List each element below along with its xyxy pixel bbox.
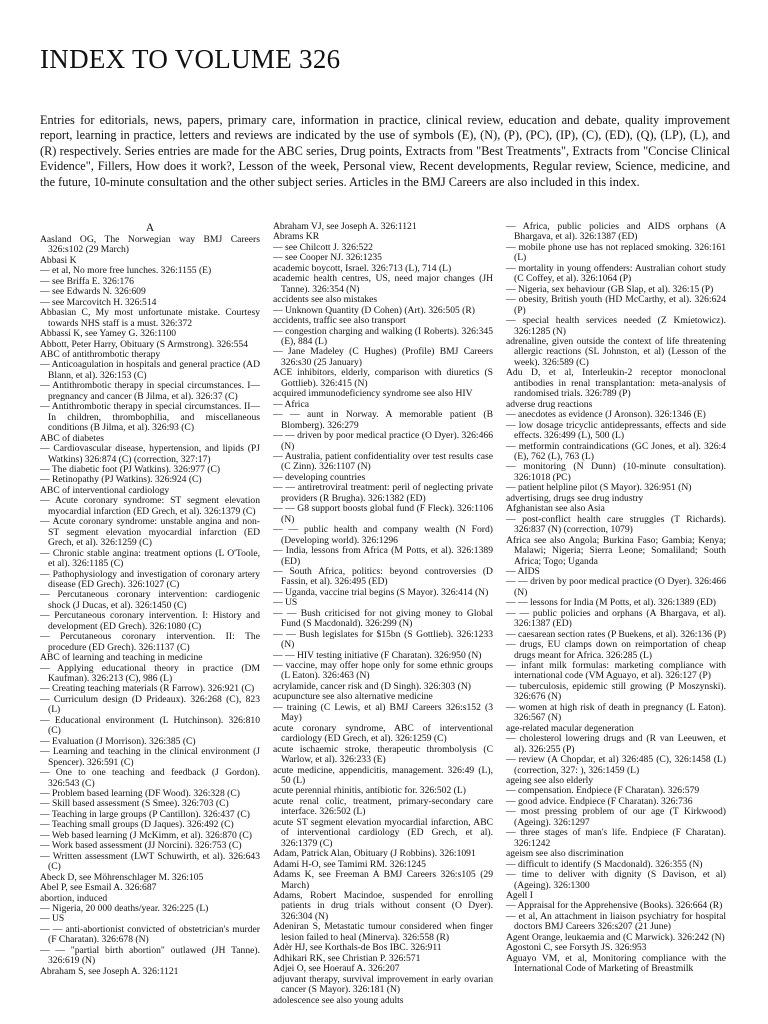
index-entry: — Percutaneous coronary intervention: cardiogenic shock (J Ducas, et al). 326:1450 (C) xyxy=(40,589,260,611)
index-entry: Abbasi K xyxy=(40,254,77,266)
index-entry: Adèr HJ, see Korthals-de Bos IBC. 326:911 xyxy=(273,942,442,954)
index-entry: Aasland OG, The Norwegian way BMJ Careers 326:s102 (29 March) xyxy=(40,234,260,256)
index-entry: Adjei O, see Hoerauf A. 326:207 xyxy=(273,963,400,975)
index-entry: abortion, induced xyxy=(40,892,108,904)
index-entry: — compensation. Endpiece (F Charatan). 326:579 xyxy=(506,785,700,797)
index-entry: — anecdotes as evidence (J Aronson). 326:1346 (E) xyxy=(506,409,706,421)
index-entry: Adu D, et al, Interleukin-2 receptor monoclonal antibodies in renal transplantation: meta-analysis of randomised trials. 326:789 (P) xyxy=(506,367,726,400)
index-entry: — Skill based assessment (S Smee). 326:703 (C) xyxy=(40,798,229,810)
index-entry: advertising, drugs see drug industry xyxy=(506,492,644,504)
index-entry: — One to one teaching and feedback (J Gordon). 326:543 (C) xyxy=(40,767,260,789)
index-entry: acute perennial rhinitis, antibiotic for. 326:502 (L) xyxy=(273,785,466,797)
index-entry: — Acute coronary syndrome: unstable angina and non-ST segment elevation myocardial infarction (ED Grech, et al). 326:1259 (C) xyxy=(40,516,260,549)
index-entry: — India, lessons from Africa (M Potts, et al). 326:1389 (ED) xyxy=(273,545,493,567)
index-entry: Adams, Robert Macindoe, suspended for enrolling patients in drug trials without consent (O Dyer). 326:304 (N) xyxy=(273,890,493,922)
index-entry: — Uganda, vaccine trial begins (S Mayor). 326:414 (N) xyxy=(273,586,489,598)
index-entry: Abbott, Peter Harry, Obituary (S Armstrong). 326:554 xyxy=(40,338,249,350)
intro-paragraph: Entries for editorials, news, papers, primary care, information in practice, clinical review, education and debate, quality improvement report, learning in practice, letters and reviews are indicated by the use of symbols (E), (N), (P), (PC), (IP), (C), (ED), (Q), (LP), (L), and (R) respectively. Series entries are made for the ABC series, Drug points, Extracts from "Best Treatments", Extracts from "Concise Clinical Evidence", Fillers, How does it work?, Lesson of the week, Personal view, Recent developments, Regular review, Science, medicine, and the future, 10-minute consultation and the other subject series. Articles in the BMJ Careers are also included in this index. xyxy=(40,113,730,189)
index-entry: Abrams KR xyxy=(273,231,320,243)
index-entry: Africa see also Angola; Burkina Faso; Gambia; Kenya; Malawi; Nigeria; Sierra Leone; Somaliland; South Africa; Togo; Uganda xyxy=(506,534,726,567)
index-columns xyxy=(40,222,730,1022)
index-entry: — vaccine, may offer hope only for some ethnic groups (L Eaton). 326:463 (N) xyxy=(273,660,493,682)
index-entry: — Creating teaching materials (R Farrow). 326:921 (C) xyxy=(40,683,255,695)
index-entry: acquired immunodeficiency syndrome see also HIV xyxy=(273,388,473,400)
index-entry: — Educational environment (L Hutchinson). 326:810 (C) xyxy=(40,714,260,737)
index-entry: — see Edwards N. 326:609 xyxy=(40,286,146,298)
index-entry: — Work based assessment (JJ Norcini). 326:753 (C) xyxy=(40,840,242,852)
index-entry: — — aunt in Norway. A memorable patient (B Blomberg). 326:279 xyxy=(273,409,493,431)
index-entry: — The diabetic foot (PJ Watkins). 326:977 (C) xyxy=(40,463,221,475)
index-entry: — Curriculum design (D Prideaux). 326:268 (C), 823 (L) xyxy=(40,693,260,716)
index-entry: age-related macular degeneration xyxy=(506,722,634,734)
index-entry: — — driven by poor medical practice (O Dyer). 326:466 (N) xyxy=(506,576,726,598)
index-entry: Adhikari RK, see Christian P. 326:571 xyxy=(273,952,421,964)
index-entry: adolescence see also young adults xyxy=(273,994,404,1006)
index-entry: — Nigeria, sex behaviour (GB Slap, et al). 326:15 (P) xyxy=(506,283,714,295)
index-entry: ABC of learning and teaching in medicine xyxy=(40,652,203,664)
index-column-1 xyxy=(40,222,260,1022)
index-entry: — Chronic stable angina: treatment options (L O'Toole, et al). 326:1185 (C) xyxy=(40,547,260,570)
index-entry: — US xyxy=(40,913,65,925)
index-entry: — patient helpline pilot (S Mayor). 326:951 (N) xyxy=(506,482,692,494)
index-column-3 xyxy=(506,222,726,1022)
index-entry: ABC of antithrombotic therapy xyxy=(40,348,161,360)
index-entry: ABC of interventional cardiology xyxy=(40,484,170,496)
index-entry: — see Cooper NJ. 326:1235 xyxy=(273,252,382,264)
index-entry: academic boycott, Israel. 326:713 (L), 714 (L) xyxy=(273,262,452,274)
index-entry: — — lessons for India (M Potts, et al). 326:1389 (ED) xyxy=(506,597,716,609)
index-entry: — see Marcovitch H. 326:514 xyxy=(40,296,157,308)
index-entry: — Problem based learning (DF Wood). 326:328 (C) xyxy=(40,788,240,800)
index-entry: ACE inhibitors, elderly, comparison with diuretics (S Gottlieb). 326:415 (N) xyxy=(273,367,493,389)
index-entry: — obesity, British youth (HD McCarthy, et al). 326:624 (P) xyxy=(506,294,726,316)
index-entry: — see Chilcott J. 326:522 xyxy=(273,241,373,253)
index-entry: — et al, No more free lunches. 326:1155 (E) xyxy=(40,265,212,277)
index-entry: accidents see also mistakes xyxy=(273,294,378,306)
index-entry: — et al, An attachment in liaison psychiatry for hospital doctors BMJ Careers 326:s207 (21 June) xyxy=(506,910,726,933)
index-entry: Aguayo VM, et al, Monitoring compliance with the International Code of Marketing of Breastmilk xyxy=(506,952,726,975)
index-entry: Afghanistan see also Asia xyxy=(506,503,605,515)
index-entry: adjuvant therapy, survival improvement in early ovarian cancer (S Mayor). 326:181 (N) xyxy=(273,973,493,996)
index-entry: — Learning and teaching in the clinical environment (J Spencer). 326:591 (C) xyxy=(40,746,260,768)
index-entry: — — HIV testing initiative (F Charatan). 326:950 (N) xyxy=(273,649,482,661)
index-entry: — Percutaneous coronary intervention. I: History and development (ED Grech). 326:1080 (C) xyxy=(40,610,260,632)
index-entry: — Jane Madeley (C Hughes) (Profile) BMJ Careers 326:s30 (25 January) xyxy=(273,346,493,368)
index-entry: — Appraisal for the Apprehensive (Books). 326:664 (R) xyxy=(506,900,723,912)
index-entry: Abbasian C, My most unfortunate mistake. Courtesy towards NHS staff is a must. 326:372 xyxy=(40,307,260,329)
index-entry: — AIDS xyxy=(506,565,540,577)
index-entry: — Acute coronary syndrome: ST segment elevation myocardial infarction (ED Grech, et al). 326:1379 (C) xyxy=(40,495,260,517)
index-entry: — — public health and company wealth (N Ford) (Developing world). 326:1296 xyxy=(273,524,493,546)
index-entry: — caesarean section rates (P Buekens, et al). 326:136 (P) xyxy=(506,628,726,640)
index-entry: — Africa, public policies and AIDS orphans (A Bhargava, et al). 326:1387 (ED) xyxy=(506,222,726,243)
index-entry: acute coronary syndrome, ABC of interventional cardiology (ED Grech, et al). 326:1259 (C) xyxy=(273,722,493,745)
index-entry: — metformin contraindications (GC Jones, et al). 326:4 (E), 762 (L), 763 (L) xyxy=(506,440,726,462)
index-entry: — Pathophysiology and investigation of coronary artery disease (ED Grech). 326:1027 (C) xyxy=(40,568,260,590)
section-letter: A xyxy=(145,222,155,234)
index-entry: — developing countries xyxy=(273,471,366,483)
index-entry: — good advice. Endpiece (F Charatan). 326:736 xyxy=(506,795,693,807)
index-entry: acrylamide, cancer risk and (D Singh). 326:303 (N) xyxy=(273,680,471,692)
index-entry: — Evaluation (J Morrison). 326:385 (C) xyxy=(40,735,196,747)
index-entry: Adeniran S, Metastatic tumour considered when finger lesion failed to heal (Minerva). 326:558 (R) xyxy=(273,921,493,943)
index-entry: acute ST segment elevation myocardial infarction, ABC of interventional cardiology (ED Grech, et al). 326:1379 (C) xyxy=(273,816,493,849)
index-entry: Agell I xyxy=(506,890,533,901)
index-entry: — Applying educational theory in practice (DM Kaufman). 326:213 (C), 986 (L) xyxy=(40,662,260,685)
index-entry: — Australia, patient confidentiality over test results case (C Zinn). 326:1107 (N) xyxy=(273,450,493,473)
index-entry: — — public policies and orphans (A Bhargava, et al). 326:1387 (ED) xyxy=(506,607,726,630)
index-entry: — special health services needed (Z Kmietowicz). 326:1285 (N) xyxy=(506,315,726,337)
index-entry: — Unknown Quantity (D Cohen) (Art). 326:505 (R) xyxy=(273,304,475,316)
index-entry: — Cardiovascular disease, hypertension, and lipids (PJ Watkins) 326:874 (C) (correction, 327:17) xyxy=(40,443,260,465)
index-entry: — mortality in young offenders: Australian cohort study (C Coffey, et al). 326:1064 (P) xyxy=(506,262,726,285)
index-entry: — time to deliver with dignity (S Davison, et al) (Ageing). 326:1300 xyxy=(506,869,726,891)
index-entry: — post-conflict health care struggles (T Richards). 326:837 (N) (correction, 1079) xyxy=(506,513,726,536)
index-entry: — women at high risk of death in pregnancy (L Eaton). 326:567 (N) xyxy=(506,701,726,724)
index-entry: — — anti-abortionist convicted of obstetrician's murder (F Charatan). 326:678 (N) xyxy=(40,923,260,946)
index-entry: — US xyxy=(273,597,298,609)
index-entry: academic health centres, US, need major changes (JH Tanne). 326:354 (N) xyxy=(273,273,493,295)
index-entry: — — G8 support boosts global fund (F Fleck). 326:1106 (N) xyxy=(273,503,493,525)
index-entry: — review (A Chopdar, et al) 326:485 (C), 326:1458 (L) (correction, 327: ), 326:1459 (L) xyxy=(506,754,726,776)
index-entry: — monitoring (N Dunn) (10-minute consultation). 326:1018 (PC) xyxy=(506,461,726,483)
index-entry: — Web based learning (J McKimm, et al). 326:870 (C) xyxy=(40,829,252,841)
index-entry: Abraham S, see Joseph A. 326:1121 xyxy=(40,965,179,977)
index-entry: acupuncture see also alternative medicine xyxy=(273,691,433,703)
index-entry: — — "partial birth abortion" outlawed (JH Tanne). 326:619 (N) xyxy=(40,944,260,967)
index-entry: ageism see also discrimination xyxy=(506,848,624,860)
index-entry: — Retinopathy (PJ Watkins). 326:924 (C) xyxy=(40,474,202,486)
index-entry: — Teaching in large groups (P Cantillon). 326:437 (C) xyxy=(40,808,250,820)
index-entry: adrenaline, given outside the context of life threatening allergic reactions (SL Johnston, et al) (Lesson of the week). 326:589 (C) xyxy=(506,335,726,368)
index-entry: — Percutaneous coronary intervention. II: The procedure (ED Grech). 326:1137 (C) xyxy=(40,631,260,653)
index-entry: — drugs, EU clamps down on reimportation of cheap drugs meant for Africa. 326:285 (L) xyxy=(506,639,726,661)
index-entry: — Africa xyxy=(273,398,309,410)
index-entry: — Written assessment (LWT Schuwirth, et al). 326:643 (C) xyxy=(40,850,260,873)
index-entry: — — driven by poor medical practice (O Dyer). 326:466 (N) xyxy=(273,430,493,452)
index-entry: — tuberculosis, epidemic still growing (P Moszynski). 326:676 (N) xyxy=(506,680,726,703)
index-entry: acute renal colic, treatment, primary-secondary care interface. 326:502 (L) xyxy=(273,795,493,818)
index-entry: ageing see also elderly xyxy=(506,775,594,787)
index-entry: — — Bush criticised for not giving money to Global Fund (S Macdonald). 326:299 (N) xyxy=(273,607,493,630)
index-entry: — South Africa, politics: beyond controversies (D Fassin, et al). 326:495 (ED) xyxy=(273,565,493,588)
index-entry: — — antiretroviral treatment: peril of neglecting private providers (R Brugha). 326:1382 (ED) xyxy=(273,482,493,504)
index-entry: — Nigeria, 20 000 deaths/year. 326:225 (L) xyxy=(40,903,209,914)
index-entry: — see Briffa E. 326:176 xyxy=(40,275,134,287)
index-entry: Adami H-O, see Tamimi RM. 326:1245 xyxy=(273,858,426,870)
index-entry: — Antithrombotic therapy in special circumstances. I—pregnancy and cancer (B Jilma, et al). 326:37 (C) xyxy=(40,380,260,402)
index-entry: — difficult to identify (S Macdonald). 326:355 (N) xyxy=(506,858,703,870)
index-entry: — low dosage tricyclic antidepressants, effects and side effects. 326:499 (L), 500 (L) xyxy=(506,419,726,442)
index-entry: accidents, traffic see also transport xyxy=(273,315,406,327)
index-entry: acute medicine, appendicitis, management. 326:49 (L), 50 (L) xyxy=(273,764,493,787)
index-entry: Agent Orange, leukaemia and (C Marwick). 326:242 (N) xyxy=(506,931,725,943)
index-entry: Abel P, see Esmail A. 326:687 xyxy=(40,882,157,894)
index-entry: — cholesterol lowering drugs and (R van Leeuwen, et al). 326:255 (P) xyxy=(506,733,726,755)
index-entry: — infant milk formulas: marketing compliance with international code (VM Aguayo, et al). 326:127 (P) xyxy=(506,660,726,682)
index-entry: Abraham VJ, see Joseph A. 326:1121 xyxy=(273,222,417,232)
index-entry: Abeck D, see Möhrenschlager M. 326:105 xyxy=(40,871,204,883)
index-entry: — Antithrombotic therapy in special circumstances. II—In children, thrombophilia, and miscellaneous conditions (B Jilma, et al). 326:93 (C) xyxy=(40,401,260,434)
index-entry: Adam, Patrick Alan, Obituary (J Robbins). 326:1091 xyxy=(273,848,476,860)
index-entry: acute ischaemic stroke, therapeutic thrombolysis (C Warlow, et al). 326:233 (E) xyxy=(273,743,493,766)
index-entry: adverse drug reactions xyxy=(506,398,593,410)
index-entry: — Teaching small groups (D Jaques). 326:492 (C) xyxy=(40,819,234,831)
index-entry: — congestion charging and walking (I Roberts). 326:345 (E), 884 (L) xyxy=(273,325,493,347)
index-entry: — mobile phone use has not replaced smoking. 326:161 (L) xyxy=(506,241,726,264)
index-entry: — most pressing problem of our age (T Kirkwood) (Ageing). 326:1297 xyxy=(506,806,726,828)
index-entry: — — Bush legislates for $15bn (S Gottlieb). 326:1233 (N) xyxy=(273,628,493,651)
index-entry: Agostoni C, see Forsyth JS. 326:953 xyxy=(506,942,647,954)
index-entry: Abbassi K, see Yamey G. 326:1100 xyxy=(40,328,177,340)
index-entry: — three stages of man's life. Endpiece (F Charatan). 326:1242 xyxy=(506,827,726,849)
index-entry: — Anticoagulation in hospitals and general practice (AD Blann, et al). 326:153 (C) xyxy=(40,359,260,381)
index-entry: — training (C Lewis, et al) BMJ Careers 326:s152 (3 May) xyxy=(273,701,493,724)
index-column-2 xyxy=(273,222,493,1022)
page-title: INDEX TO VOLUME 326 xyxy=(40,44,341,74)
index-entry: Adams K, see Freeman A BMJ Careers 326:s105 (29 March) xyxy=(273,869,493,891)
index-entry: ABC of diabetes xyxy=(40,432,104,444)
